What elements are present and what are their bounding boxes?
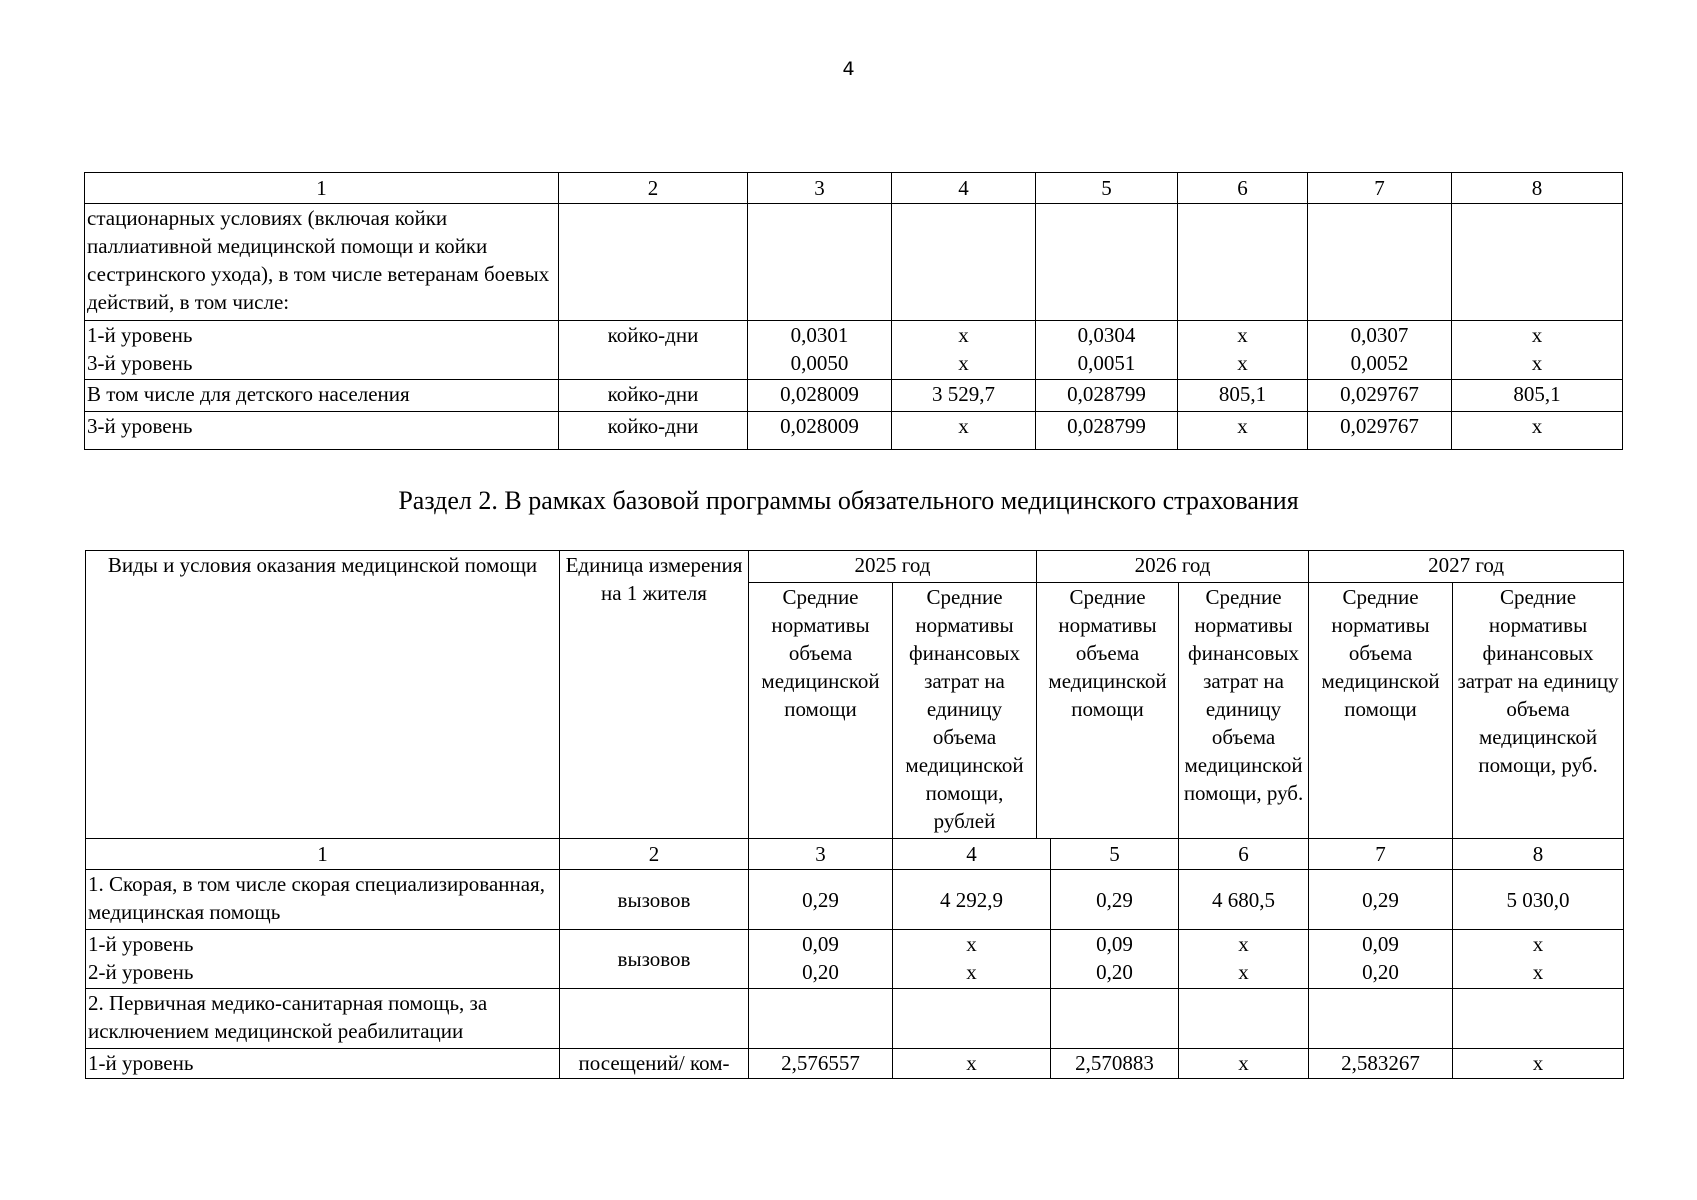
value-cell: 5 030,0 [1453, 870, 1624, 930]
row-label: 1-й уровень 2-й уровень [86, 930, 560, 989]
col-number: 3 [748, 173, 892, 204]
value-cell [1036, 204, 1178, 321]
header-year-2026: 2026 год [1037, 551, 1309, 583]
value-cell: 4 680,5 [1179, 870, 1309, 930]
value-cell: х [1179, 1049, 1309, 1079]
value-cell: 2,583267 [1309, 1049, 1453, 1079]
row-label: 1. Скорая, в том числе скорая специализированная, медицинская помощь [86, 870, 560, 930]
value-cell [1179, 989, 1309, 1049]
unit-cell: вызовов [560, 930, 749, 989]
col-number: 3 [749, 839, 893, 870]
unit-cell [559, 204, 748, 321]
header-volume: Средние нормативы объема медицинской помощи [749, 583, 893, 839]
section-title: Раздел 2. В рамках базовой программы обязательного медицинского страхования [398, 486, 1299, 515]
value-cell: 2,576557 [749, 1049, 893, 1079]
col-number: 5 [1036, 173, 1178, 204]
value-cell [892, 204, 1036, 321]
value-cell: х [1452, 412, 1623, 450]
value-cell [1051, 989, 1179, 1049]
header-volume: Средние нормативы объема медицинской помощи [1309, 583, 1453, 839]
header-unit: Единица измерения на 1 жителя [560, 551, 749, 839]
value-cell: 0,09 0,20 [1309, 930, 1453, 989]
col-number: 7 [1309, 839, 1453, 870]
value-cell [1453, 989, 1624, 1049]
value-cell: х х [1179, 930, 1309, 989]
value-cell: 0,0307 0,0052 [1308, 321, 1452, 380]
value-cell: 0,09 0,20 [749, 930, 893, 989]
table-row [85, 412, 1623, 450]
unit-cell: койко-дни [559, 321, 748, 380]
value-cell: 0,29 [749, 870, 893, 930]
value-cell: 805,1 [1178, 380, 1308, 412]
value-cell: х х [1178, 321, 1308, 380]
value-cell [1309, 989, 1453, 1049]
row-label: В том числе для детского населения [85, 380, 559, 412]
value-cell: х х [1452, 321, 1623, 380]
header-cost: Средние нормативы финансовых затрат на единицу объема медицинской помощи, рублей [893, 583, 1037, 839]
value-cell [1178, 204, 1308, 321]
value-cell: 0,028799 [1036, 412, 1178, 450]
row-label: 1-й уровень 3-й уровень [85, 321, 559, 380]
unit-cell: вызовов [560, 870, 749, 930]
value-cell: 2,570883 [1051, 1049, 1179, 1079]
header-cost: Средние нормативы финансовых затрат на единицу объема медицинской помощи, руб. [1179, 583, 1309, 839]
value-cell: 0,028799 [1036, 380, 1178, 412]
value-cell: 0,0301 0,0050 [748, 321, 892, 380]
table-row [86, 870, 1624, 930]
row-label: 3-й уровень [85, 412, 559, 450]
header-year-2025: 2025 год [749, 551, 1037, 583]
value-cell: х х [1453, 930, 1624, 989]
header-cost: Средние нормативы финансовых затрат на единицу объема медицинской помощи, руб. [1453, 583, 1624, 839]
page-number: 4 [842, 58, 855, 80]
unit-cell: посещений/ ком- [560, 1049, 749, 1079]
value-cell: х х [893, 930, 1051, 989]
table-row [85, 204, 1623, 321]
value-cell: 0,029767 [1308, 412, 1452, 450]
value-cell: 805,1 [1452, 380, 1623, 412]
value-cell [749, 989, 893, 1049]
table-row [86, 1049, 1624, 1079]
column-number-row [86, 839, 1624, 870]
col-number: 2 [559, 173, 748, 204]
value-cell: 0,09 0,20 [1051, 930, 1179, 989]
col-number: 6 [1178, 173, 1308, 204]
col-number: 8 [1453, 839, 1624, 870]
table-row [85, 321, 1623, 380]
value-cell: х х [892, 321, 1036, 380]
col-number: 6 [1179, 839, 1309, 870]
value-cell: 0,029767 [1308, 380, 1452, 412]
unit-cell: койко-дни [559, 412, 748, 450]
value-cell: 0,028009 [748, 412, 892, 450]
row-label: 2. Первичная медико-санитарная помощь, за исключением медицинской реабилитации [86, 989, 560, 1049]
table-row [85, 380, 1623, 412]
table-row [86, 989, 1624, 1049]
row-label: стационарных условиях (включая койки паллиативной медицинской помощи и койки сестринского ухода), в том числе ветеранам боевых действий, в том числе: [85, 204, 559, 321]
header-year-2027: 2027 год [1309, 551, 1624, 583]
table-body [85, 838, 1624, 1079]
value-cell: 0,29 [1051, 870, 1179, 930]
value-cell: 4 292,9 [893, 870, 1051, 930]
table-row [86, 930, 1624, 989]
col-number: 1 [86, 839, 560, 870]
header-volume: Средние нормативы объема медицинской помощи [1037, 583, 1179, 839]
header-row [86, 551, 1624, 583]
col-number: 8 [1452, 173, 1623, 204]
value-cell [1308, 204, 1452, 321]
table-continuation [84, 172, 1623, 450]
value-cell [1452, 204, 1623, 321]
column-number-row [85, 173, 1623, 204]
value-cell: 0,0304 0,0051 [1036, 321, 1178, 380]
value-cell [748, 204, 892, 321]
col-number: 4 [892, 173, 1036, 204]
unit-cell: койко-дни [559, 380, 748, 412]
value-cell: х [1178, 412, 1308, 450]
value-cell: 3 529,7 [892, 380, 1036, 412]
value-cell: х [892, 412, 1036, 450]
col-number: 7 [1308, 173, 1452, 204]
row-label: 1-й уровень [86, 1049, 560, 1079]
table-header [85, 550, 1624, 839]
value-cell: х [1453, 1049, 1624, 1079]
unit-cell [560, 989, 749, 1049]
col-number: 2 [560, 839, 749, 870]
header-kind: Виды и условия оказания медицинской помощи [86, 551, 560, 839]
value-cell [893, 989, 1051, 1049]
value-cell: 0,29 [1309, 870, 1453, 930]
col-number: 1 [85, 173, 559, 204]
value-cell: 0,028009 [748, 380, 892, 412]
col-number: 5 [1051, 839, 1179, 870]
col-number: 4 [893, 839, 1051, 870]
value-cell: х [893, 1049, 1051, 1079]
